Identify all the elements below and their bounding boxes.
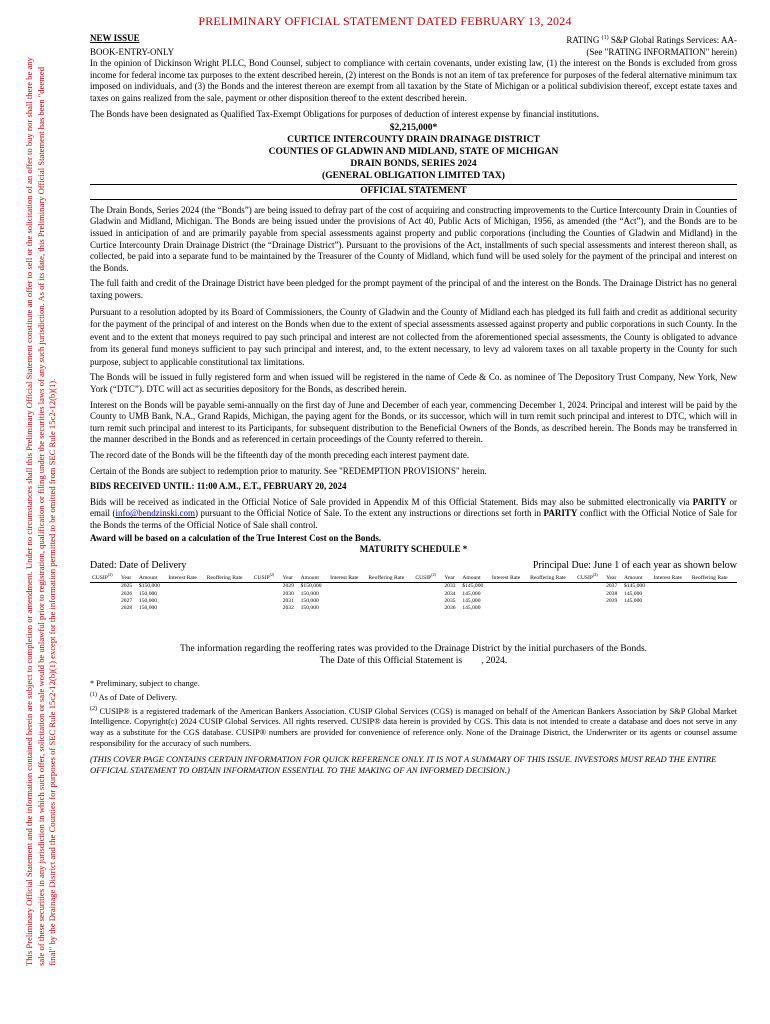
intro-row <box>90 33 737 47</box>
col-amount: Amount <box>460 571 490 583</box>
bond-series: DRAIN BONDS, SERIES 2024 <box>350 159 477 170</box>
cell-year: 2027 <box>120 597 133 604</box>
cell-reoffering-rate <box>528 598 575 605</box>
col-interest-rate: Interest Rate <box>652 571 690 583</box>
cell-interest-rate <box>328 591 366 598</box>
cell-cusip <box>413 583 442 591</box>
col-year: Year <box>442 571 460 583</box>
cell-interest-rate <box>652 598 690 605</box>
cell-reoffering-rate <box>690 598 737 605</box>
cell-interest-rate <box>328 583 366 591</box>
cell-cusip <box>575 598 604 605</box>
cell-reoffering-rate <box>205 598 252 605</box>
cell-reoffering-rate <box>205 591 252 598</box>
col-cusip: CUSIP$^{(2)}$ <box>90 571 119 583</box>
cell-year: 2029 <box>282 583 294 590</box>
award-basis: Award will be based on a calculation of the True Interest Cost on the Bonds. <box>90 532 382 543</box>
body-paragraph-1: The Drain Bonds, Series 2024 (the “Bonds”) are being issued to defray part of the cost of acquiring and constructing improvements to the Curtice Intercounty Drain in Counties of Gladwin and Midland, Michigan. The Bonds are being issued under the provisions of Act 40, Public Acts of Michigan, 1956, as amended (the “Act”), and the Bonds are to be issued in anticipation of and are primarily payable from special assessments against property and public corporations (including the Counties of Gladwin and Midland) in the Curtice Intercounty Drain Drainage District (the “Drainage District”). Pursuant to the provisions of the Act, installments of such special assessments and interest thereon shall, as collected, be paid into a separate fund to be maintained by the Treasurer of the County of Midland, which fund will be used solely for the payment of the principal and interest on the Bonds. <box>90 204 737 273</box>
bond-title-block <box>90 122 737 182</box>
dated-label: Dated: Date of Delivery <box>90 559 187 571</box>
preliminary-title: PRELIMINARY OFFICIAL STATEMENT DATED FEBRUARY 13, 2024 <box>198 14 572 28</box>
cell-amount: 150,000 <box>138 590 158 597</box>
cusip-footnote-ref: (2) <box>107 572 113 578</box>
col-interest-rate: Interest Rate <box>328 571 366 583</box>
cell-amount: 150,000 <box>300 597 319 604</box>
cell-amount: 145,000 <box>462 605 481 612</box>
statement-date: The Date of this Official Statement is , 2024. <box>319 655 508 666</box>
schedule-header <box>90 560 737 572</box>
cell-cusip <box>575 591 604 598</box>
cusip-footnote-ref: (2) <box>592 572 598 578</box>
side-disclaimer: This Preliminary Official Statement and the information contained herein are subject to completion or amendment. Under no circumstances shall this Preliminary Official Statement constitute an offer to sell or the solicitation of an offer to buy nor shall there be any sale of these securities in any jurisdiction in which such offer, solicitation or sale would be unlawful prior to registration, qualification or filing under the securities laws of any such jurisdiction. As of its date, this Preliminary Official Statement has been "deemed final" by the Drainage District and the Counties for purposes of SEC Rule 15c2-12(b)(1) except for the information permitted to be omitted from SEC Rule 15c2-12(b)(1). <box>24 57 58 966</box>
cell-interest-rate <box>166 605 204 612</box>
cell-reoffering-rate <box>366 598 413 605</box>
cell-reoffering-rate <box>366 605 413 612</box>
cell-reoffering-rate <box>690 605 737 612</box>
principal-due-label: Principal Due: June 1 of each year as shown below <box>532 559 737 571</box>
col-cusip: CUSIP$^{(2)}$ <box>575 571 604 583</box>
col-amount: Amount <box>622 571 652 583</box>
cell-year: 2039 <box>606 597 618 604</box>
cell-amount: 145,000 <box>624 597 643 604</box>
col-amount: Amount <box>137 571 167 583</box>
cell-amount <box>622 605 652 612</box>
bids-text-a: Bids will be received as indicated in the Official Notice of Sale provided in Appendix M of this Official Statement. Bids may also be submitted electronically via <box>90 496 693 507</box>
bids-text-b: or email ( <box>90 496 737 519</box>
footnotes <box>90 679 737 749</box>
col-cusip: CUSIP$^{(2)}$ <box>413 571 442 583</box>
cell-year: 2033 <box>444 583 456 590</box>
body-paragraph-4: The Bonds will be issued in fully registered form and when issued will be registered in the name of Cede & Co. as nominee of The Depository Trust Company, New York, New York (“DTC”). DTC will act as securities depository for the Bonds, as described herein. <box>90 372 737 395</box>
cell-amount: 150,000 <box>300 605 319 612</box>
cover-closing-note: (THIS COVER PAGE CONTAINS CERTAIN INFORMATION FOR QUICK REFERENCE ONLY. IT IS NOT A SUMMARY OF THIS ISSUE. INVESTORS MUST READ THE ENTIRE OFFICIAL STATEMENT TO OBTAIN INFORMATION ESSENTIAL TO THE MAKING OF AN INFORMED DECISION.) <box>90 753 717 775</box>
col-interest-rate: Interest Rate <box>490 571 528 583</box>
cell-interest-rate <box>166 583 204 591</box>
cell-interest-rate <box>328 605 366 612</box>
cell-amount: 145,000 <box>462 597 481 604</box>
cell-cusip <box>252 583 281 591</box>
cell-cusip <box>90 591 119 598</box>
cell-year: 2026 <box>120 590 133 597</box>
cell-cusip <box>413 598 442 605</box>
cell-year: 2038 <box>606 590 618 597</box>
cell-reoffering-rate <box>366 591 413 598</box>
cell-cusip <box>575 583 604 591</box>
footnote-2-marker: (2) <box>90 705 97 712</box>
cell-reoffering-rate <box>528 583 575 591</box>
cell-interest-rate <box>166 591 204 598</box>
cell-cusip <box>575 605 604 612</box>
cell-cusip <box>413 605 442 612</box>
maturity-header-row <box>90 571 737 583</box>
bond-amount: $2,215,000* <box>389 123 438 134</box>
cell-amount: $150,000 <box>300 583 322 590</box>
cell-interest-rate <box>328 598 366 605</box>
cell-interest-rate <box>490 598 528 605</box>
col-reoffering-rate: Reoffering Rate <box>690 571 737 583</box>
rating-reference: (See "RATING INFORMATION" herein) <box>586 46 737 57</box>
cell-interest-rate <box>652 605 690 612</box>
col-amount: Amount <box>299 571 329 583</box>
cell-interest-rate <box>490 605 528 612</box>
district-name: CURTICE INTERCOUNTY DRAIN DRAINAGE DISTRICT <box>287 135 540 146</box>
body-paragraph-5: Interest on the Bonds will be payable semi-annually on the first day of June and December of each year, commencing December 1, 2024. Principal and interest will be paid by the County to UMB Bank, N.A., Grand Rapids, Michigan, the paying agent for the Bonds, or its successor, which will in turn remit such principal and interest to DTC, which will in turn remit such principal and interest to its Participants, for subsequent distribution to the Beneficial Owners of the Bonds, as described herein. The Bonds may be transferred in the manner described in the Bonds and as referenced in certain proceedings of the County referred to therein. <box>90 399 737 445</box>
cell-interest-rate <box>166 598 204 605</box>
footnote-2 <box>90 704 737 750</box>
cell-year: 2037 <box>606 583 618 590</box>
cell-cusip <box>413 591 442 598</box>
cell-reoffering-rate <box>528 605 575 612</box>
body-paragraph-7: Certain of the Bonds are subject to redemption prior to maturity. See "REDEMPTION PROVISIONS" herein. <box>90 465 487 476</box>
body-paragraph-6: The record date of the Bonds will be the fifteenth day of the month preceding each interest payment date. <box>90 450 470 461</box>
official-statement-heading: OFFICIAL STATEMENT <box>90 184 737 200</box>
col-year: Year <box>281 571 299 583</box>
col-reoffering-rate: Reoffering Rate <box>366 571 413 583</box>
cell-cusip <box>252 605 281 612</box>
obligation-type: (GENERAL OBLIGATION LIMITED TAX) <box>322 171 505 182</box>
body-paragraph-3: Pursuant to a resolution adopted by its Board of Commissioners, the County of Gladwin and the County of Midland each has pledged its full faith and credit as additional security for the payment of the principal of and interest on the Bonds when due to the extent of special assessments assessed against property and public corporations in such County. In the event and to the extent that moneys required to pay such principal and interest are not collected from the aforementioned special assessments, the County is obligated to advance from its general fund moneys sufficient to pay such principal and interest, and, to the extent necessary, to levy ad valorem taxes on all taxable property in the County for such purpose, subject to applicable constitutional tax limitations. <box>90 306 737 367</box>
cell-interest-rate <box>652 591 690 598</box>
cell-reoffering-rate <box>366 583 413 591</box>
cell-cusip <box>90 583 119 591</box>
cell-cusip <box>252 598 281 605</box>
bids-text-d: conflict with the Official Notice of Sale for the Bonds the terms of the Official Notice of Sale shall control. <box>90 508 737 530</box>
schedule-title: MATURITY SCHEDULE * <box>359 544 468 555</box>
maturity-row <box>90 598 737 605</box>
cell-year: 2030 <box>282 590 294 597</box>
footnote-1-marker: (1) <box>90 692 97 699</box>
cell-year <box>604 605 622 612</box>
cover-page <box>90 33 737 776</box>
maturity-row <box>90 591 737 598</box>
reoffering-note: The information regarding the reoffering rates was provided to the Drainage District by the initial purchasers of the Bonds. <box>179 644 648 655</box>
cell-cusip <box>90 605 119 612</box>
cell-cusip <box>252 591 281 598</box>
cell-amount: 150,000 <box>138 605 158 612</box>
cusip-footnote-ref: (2) <box>269 572 275 578</box>
maturity-body <box>90 583 737 612</box>
tax-opinion: In the opinion of Dickinson Wright PLLC, Bond Counsel, subject to compliance with certain covenants, under existing law, (1) the interest on the Bonds is excluded from gross income for federal income tax purposes to the extent described herein, (2) interest on the Bonds is not an item of tax preference for purposes of the federal alternative minimum tax imposed on individuals, and (3) the Bonds and the interest thereon are exempt from all taxation by the State of Michigan or a political subdivision thereof, except estate taxes and taxes on gains realized from the sale, payment or other disposition thereof to the extent described herein. <box>90 58 737 103</box>
book-entry-label: BOOK-ENTRY-ONLY <box>90 46 175 57</box>
cusip-footnote-ref: (2) <box>431 572 436 578</box>
rating-text: S&P Global Ratings Services: AA- <box>608 35 737 45</box>
cell-amount: 150,000 <box>300 590 319 597</box>
cell-reoffering-rate <box>690 583 737 591</box>
cell-interest-rate <box>652 583 690 591</box>
col-cusip: CUSIP$^{(2)}$ <box>252 571 281 583</box>
body-paragraph-2: The full faith and credit of the Drainage District have been pledged for the prompt payment of the principal of and the interest on the Bonds. The Drainage District has no general taxing powers. <box>90 278 737 300</box>
footnote-1 <box>90 690 737 704</box>
cell-cusip <box>90 598 119 605</box>
bids-paragraph <box>90 497 737 532</box>
rating-prefix: RATING <box>566 35 602 45</box>
cell-year: 2025 <box>120 583 133 590</box>
intro-row-2 <box>90 47 737 59</box>
cell-year: 2036 <box>444 605 456 612</box>
cell-amount: 145,000 <box>624 590 643 597</box>
bids-heading: BIDS RECEIVED UNTIL: 11:00 A.M., E.T., FEBRUARY 20, 2024 <box>90 481 347 492</box>
footnote-1-text: As of Date of Delivery. <box>97 693 177 703</box>
cell-year: 2032 <box>282 605 294 612</box>
cell-year: 2035 <box>444 597 456 604</box>
maturity-row <box>90 583 737 591</box>
rating-footnote-ref: (1) <box>601 35 609 41</box>
cell-reoffering-rate <box>690 591 737 598</box>
cell-reoffering-rate <box>205 605 252 612</box>
bids-text-c: ) pursuant to the Official Notice of Sale. To the extent any instructions or directions set forth in <box>195 508 544 519</box>
cell-reoffering-rate <box>528 591 575 598</box>
col-interest-rate: Interest Rate <box>166 571 204 583</box>
cell-amount: $150,000 <box>138 583 160 590</box>
cell-amount: $145,000 <box>462 583 484 590</box>
cell-amount: 150,000 <box>138 597 158 604</box>
parity-label: PARITY <box>692 496 727 507</box>
cell-year: 2028 <box>120 605 133 612</box>
counties-line: COUNTIES OF GLADWIN AND MIDLAND, STATE OF MICHIGAN <box>268 147 559 158</box>
cell-year: 2034 <box>444 590 456 597</box>
footnote-2-text: CUSIP® is a registered trademark of the American Bankers Association. CUSIP Global Services (CGS) is managed on behalf of the American Bankers Association by S&P Global Market Intelligence. Copyright(c) 2024 CUSIP Global Services. All rights reserved. CUSIP® data herein is provided by CGS. This data is not intended to create a database and does not serve in any way as a substitute for the CGS database. CUSIP® numbers are provided for convenience of reference only. None of the Drainage District, the Underwriter or its agents or counsel assume responsibility for the accuracy of such numbers. <box>90 706 737 749</box>
cell-amount: $145,000 <box>624 583 645 590</box>
col-reoffering-rate: Reoffering Rate <box>528 571 575 583</box>
maturity-row <box>90 605 737 612</box>
new-issue-label: NEW ISSUE <box>90 33 140 43</box>
cell-interest-rate <box>490 583 528 591</box>
email-link[interactable]: info@bendzinski.com <box>115 508 196 519</box>
cell-year: 2031 <box>282 597 294 604</box>
rating-line <box>566 33 737 47</box>
footnote-preliminary: * Preliminary, subject to change. <box>90 679 200 689</box>
col-reoffering-rate: Reoffering Rate <box>205 571 252 583</box>
cell-amount: 145,000 <box>462 590 481 597</box>
cell-reoffering-rate <box>205 583 252 591</box>
col-year: Year <box>119 571 137 583</box>
col-year: Year <box>604 571 622 583</box>
maturity-table <box>90 571 737 612</box>
cell-interest-rate <box>490 591 528 598</box>
qualified-note: The Bonds have been designated as Qualified Tax-Exempt Obligations for purposes of deduction of interest expense by financial institutions. <box>90 108 599 119</box>
parity-label-2: PARITY <box>543 508 578 519</box>
